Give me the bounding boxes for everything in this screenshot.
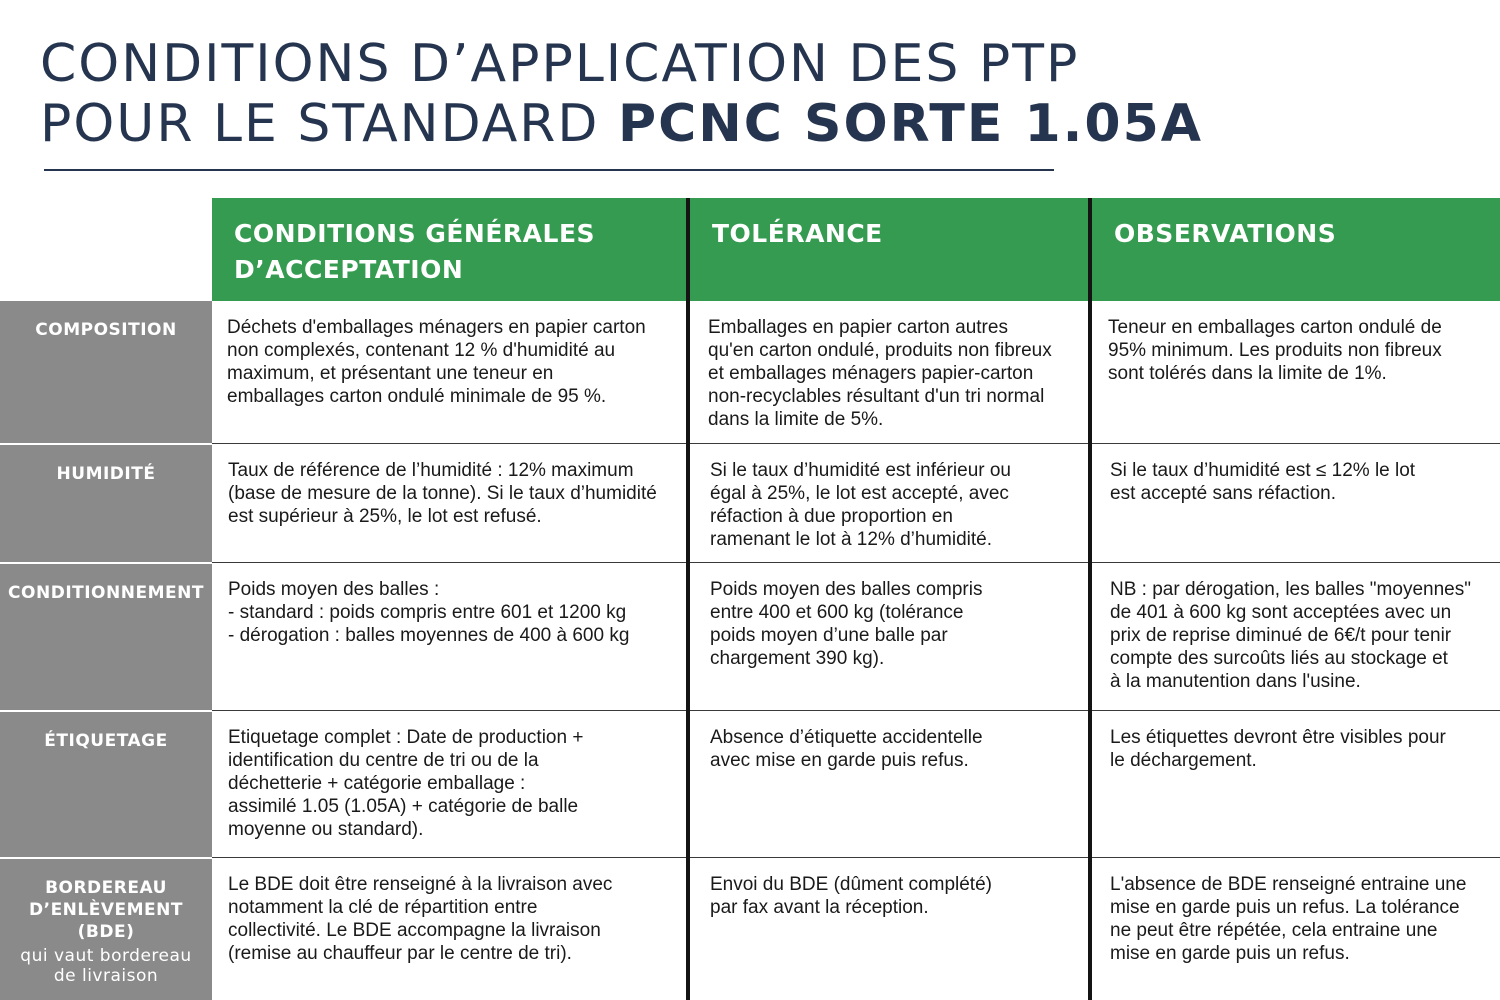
cell-conditionnement-conditions: Poids moyen des balles : - standard : poids compris entre 601 et 1200 kg - dérogation : balles moyennes de 400 à 600 kg bbox=[212, 562, 686, 710]
cell-composition-conditions: Déchets d'emballages ménagers en papier carton non complexés, contenant 12 % d'humidité au maximum, et présentant une teneur en emballages carton ondulé minimale de 95 %. bbox=[212, 301, 686, 443]
cell-bde-tolerance: Envoi du BDE (dûment complété) par fax avant la réception. bbox=[690, 857, 1088, 1000]
cell-humidite-tolerance: Si le taux d’humidité est inférieur ou égal à 25%, le lot est accepté, avec réfaction à due proportion en ramenant le lot à 12% d’humidité. bbox=[690, 443, 1088, 562]
cell-etiquetage-conditions: Etiquetage complet : Date de production + identification du centre de tri ou de la déchetterie + catégorie emballage : assimilé 1.05 (1.05A) + catégorie de balle moyenne ou standard). bbox=[212, 710, 686, 857]
cell-humidite-conditions: Taux de référence de l’humidité : 12% maximum (base de mesure de la tonne). Si le taux d’humidité est supérieur à 25%, le lot est refusé. bbox=[212, 443, 686, 562]
cell-composition-tolerance: Emballages en papier carton autres qu'en carton ondulé, produits non fibreux et emballages ménagers papier-carton non-recyclables résultant d'un tri normal dans la limite de 5%. bbox=[690, 301, 1088, 443]
cell-bde-conditions: Le BDE doit être renseigné à la livraison avec notamment la clé de répartition entre collectivité. Le BDE accompagne la livraison (remise au chauffeur par le centre de tri). bbox=[212, 857, 686, 1000]
header-conditions: CONDITIONS GÉNÉRALES D’ACCEPTATION bbox=[212, 198, 686, 301]
header-observations: OBSERVATIONS bbox=[1092, 198, 1500, 301]
row-label-bde bbox=[0, 857, 212, 1000]
row-label-bde-subtitle: qui vaut bordereau de livraison bbox=[20, 946, 192, 986]
row-label-conditionnement: CONDITIONNEMENT bbox=[0, 562, 212, 710]
cell-etiquetage-tolerance: Absence d’étiquette accidentelle avec mise en garde puis refus. bbox=[690, 710, 1088, 857]
title-line-1: CONDITIONS D’APPLICATION DES PTP bbox=[40, 34, 1080, 94]
page-title bbox=[40, 34, 1240, 154]
title-line-2-bold: PCNC SORTE 1.05A bbox=[617, 94, 1204, 154]
cell-bde-observations: L'absence de BDE renseigné entraine une mise en garde puis un refus. La tolérance ne peut être répétée, cela entraine une mise en garde puis un refus. bbox=[1092, 857, 1500, 1000]
conditions-table bbox=[0, 198, 1500, 1000]
cell-composition-observations: Teneur en emballages carton ondulé de 95% minimum. Les produits non fibreux sont tolérés dans la limite de 1%. bbox=[1092, 301, 1500, 443]
title-line-2 bbox=[40, 94, 1240, 154]
row-label-bde-title: BORDEREAU D’ENLÈVEMENT (BDE) bbox=[29, 878, 183, 942]
cell-humidite-observations: Si le taux d’humidité est ≤ 12% le lot est accepté sans réfaction. bbox=[1092, 443, 1500, 562]
title-divider bbox=[44, 169, 1054, 171]
header-blank-corner bbox=[0, 198, 212, 301]
row-label-etiquetage: ÉTIQUETAGE bbox=[0, 710, 212, 857]
title-line-2-regular: POUR LE STANDARD bbox=[40, 94, 618, 154]
header-tolerance: TOLÉRANCE bbox=[690, 198, 1088, 301]
cell-conditionnement-tolerance: Poids moyen des balles compris entre 400 et 600 kg (tolérance poids moyen d’une balle par chargement 390 kg). bbox=[690, 562, 1088, 710]
row-label-composition: COMPOSITION bbox=[0, 301, 212, 443]
cell-conditionnement-observations: NB : par dérogation, les balles "moyennes" de 401 à 600 kg sont acceptées avec un prix de reprise diminué de 6€/t pour tenir compte des surcoûts liés au stockage et à la manutention dans l'usine. bbox=[1092, 562, 1500, 710]
row-label-humidite: HUMIDITÉ bbox=[0, 443, 212, 562]
cell-etiquetage-observations: Les étiquettes devront être visibles pour le déchargement. bbox=[1092, 710, 1500, 857]
